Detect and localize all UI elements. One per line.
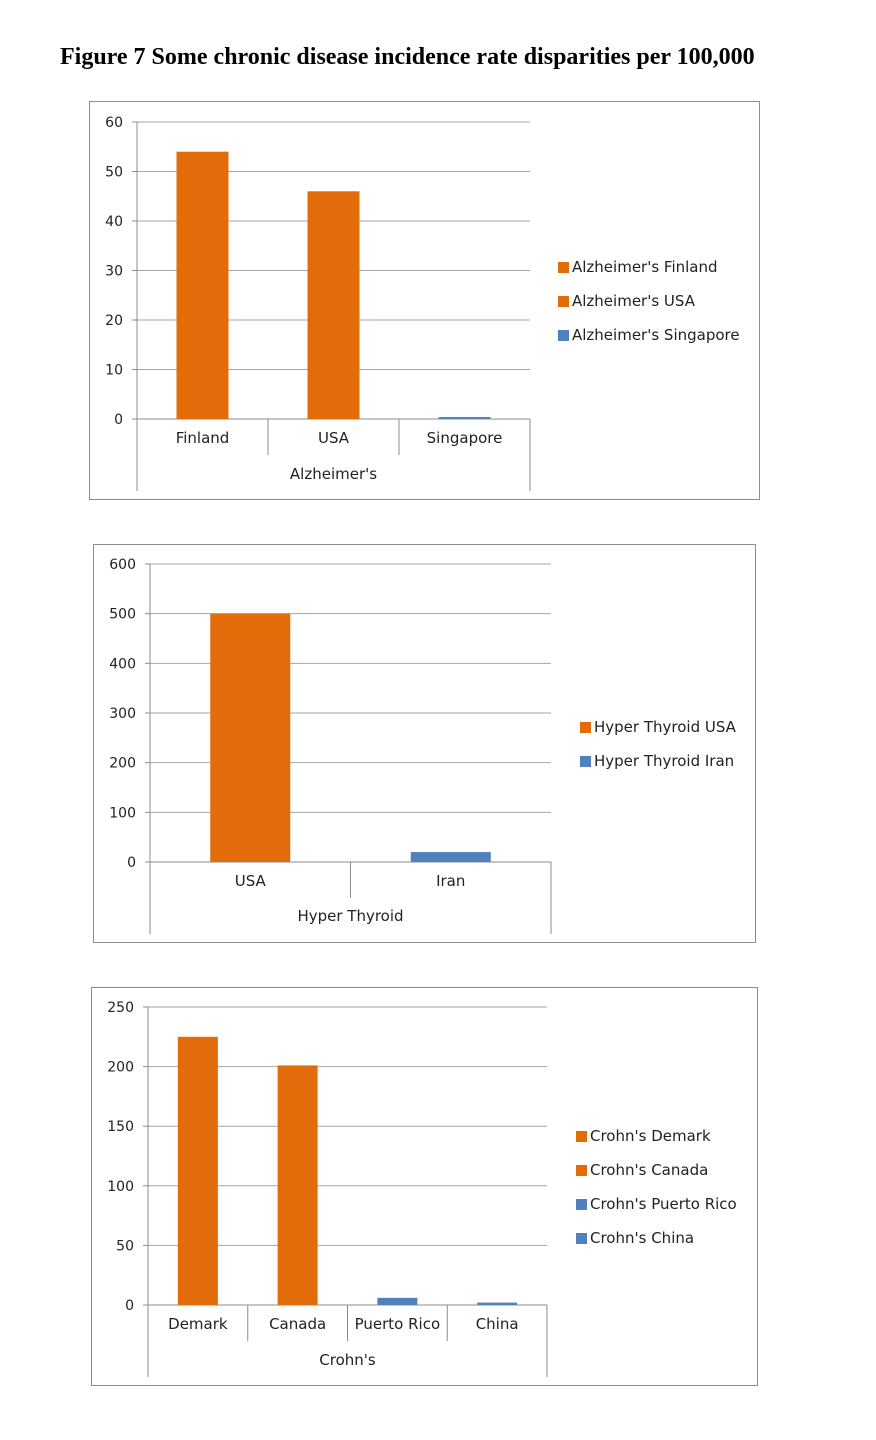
category-label: USA <box>234 872 266 890</box>
category-label: USA <box>317 429 350 447</box>
alzheimers-legend <box>558 250 740 352</box>
legend-label: Alzheimer's Singapore <box>572 326 740 344</box>
category-label: Iran <box>436 872 466 890</box>
y-tick-label: 30 <box>105 263 123 280</box>
y-tick-label: 400 <box>109 656 136 673</box>
legend-swatch <box>576 1165 587 1176</box>
group-label: Hyper Thyroid <box>297 907 404 925</box>
group-label: Alzheimer's <box>289 465 378 483</box>
legend-item <box>580 710 736 744</box>
y-tick-label: 60 <box>105 115 123 131</box>
legend-label: Crohn's Demark <box>590 1127 711 1145</box>
y-tick-label: 500 <box>109 606 136 623</box>
alzheimers-chart <box>89 101 760 500</box>
y-tick-label: 150 <box>107 1119 134 1136</box>
legend-label: Alzheimer's USA <box>572 292 695 310</box>
bar-usa <box>308 191 360 419</box>
bar-finland <box>177 152 229 419</box>
bar-usa <box>210 614 290 862</box>
legend-swatch <box>558 296 569 307</box>
legend-label: Crohn's Canada <box>590 1161 709 1179</box>
legend-swatch <box>580 756 591 767</box>
legend-item <box>558 318 740 352</box>
legend-swatch <box>558 262 569 273</box>
category-label: Singapore <box>426 429 503 447</box>
y-tick-label: 0 <box>125 1298 134 1314</box>
legend-swatch <box>576 1233 587 1244</box>
y-tick-label: 600 <box>109 557 136 573</box>
legend-label: Crohn's Puerto Rico <box>590 1195 737 1213</box>
y-tick-label: 200 <box>109 755 136 772</box>
y-tick-label: 300 <box>109 706 136 722</box>
y-tick-label: 50 <box>116 1238 134 1255</box>
y-tick-label: 10 <box>105 362 123 379</box>
legend-item <box>558 250 740 284</box>
y-tick-label: 100 <box>107 1178 134 1195</box>
legend-label: Hyper Thyroid Iran <box>594 752 735 770</box>
figure-title: Figure 7 Some chronic disease incidence rate disparities per 100,000 <box>60 44 755 70</box>
legend-item <box>576 1187 737 1221</box>
y-tick-label: 20 <box>105 313 123 329</box>
category-label: China <box>475 1315 519 1333</box>
legend-swatch <box>558 330 569 341</box>
bar-singapore <box>439 417 491 419</box>
y-tick-label: 50 <box>105 164 123 181</box>
y-tick-label: 0 <box>127 855 136 871</box>
bar-canada <box>278 1065 318 1305</box>
bar-iran <box>411 852 491 862</box>
y-tick-label: 0 <box>114 412 123 428</box>
legend-swatch <box>576 1199 587 1210</box>
y-tick-label: 200 <box>107 1059 134 1076</box>
hyper-thyroid-chart <box>93 544 756 943</box>
legend-label: Alzheimer's Finland <box>572 258 718 276</box>
legend-label: Hyper Thyroid USA <box>594 718 736 736</box>
bar-demark <box>178 1037 218 1305</box>
y-tick-label: 40 <box>105 214 123 230</box>
legend-item <box>558 284 740 318</box>
y-tick-label: 100 <box>109 805 136 822</box>
category-label: Puerto Rico <box>354 1315 441 1333</box>
legend-item <box>576 1221 737 1255</box>
hyper-thyroid-legend <box>580 710 736 778</box>
legend-swatch <box>580 722 591 733</box>
category-label: Finland <box>175 429 230 447</box>
y-tick-label: 250 <box>107 1000 134 1016</box>
category-label: Canada <box>269 1315 327 1333</box>
bar-china <box>477 1303 517 1305</box>
legend-item <box>576 1153 737 1187</box>
crohns-chart <box>91 987 758 1386</box>
legend-item <box>580 744 736 778</box>
legend-swatch <box>576 1131 587 1142</box>
bar-puerto-rico <box>377 1298 417 1305</box>
group-label: Crohn's <box>319 1351 376 1369</box>
legend-item <box>576 1119 737 1153</box>
category-label: Demark <box>168 1315 228 1333</box>
crohns-legend <box>576 1119 737 1255</box>
legend-label: Crohn's China <box>590 1229 695 1247</box>
